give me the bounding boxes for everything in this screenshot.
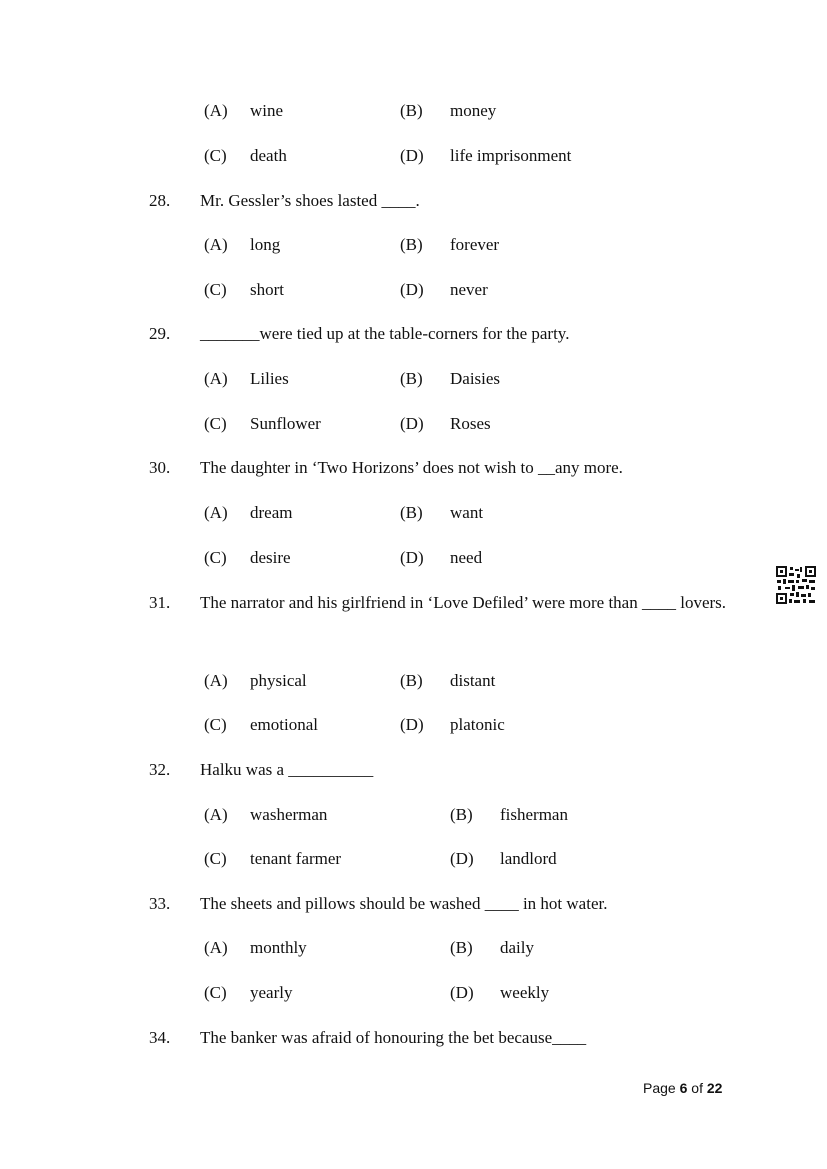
question-34-text: The banker was afraid of honouring the bet because____: [200, 1028, 587, 1047]
q32-option-d-text: landlord: [500, 849, 557, 868]
q28-option-a-label: (A): [204, 235, 228, 254]
prev-option-a-label: (A): [204, 101, 228, 120]
prev-option-c-text: death: [250, 146, 287, 165]
prev-option-b-text: money: [450, 101, 497, 120]
q28-option-d-label: (D): [400, 280, 424, 299]
of-word: of: [691, 1080, 703, 1096]
page-total: 22: [706, 1080, 723, 1096]
q33-option-d-text: weekly: [500, 983, 550, 1002]
question-29-text: _______were tied up at the table-corners for the party.: [200, 324, 570, 343]
q31-option-a-label: (A): [204, 671, 228, 690]
question-33-text: The sheets and pillows should be washed ____ in hot water.: [200, 894, 608, 913]
q32-option-c-label: (C): [204, 849, 227, 868]
q30-option-a-text: dream: [250, 503, 293, 522]
q33-option-a-text: monthly: [250, 938, 307, 957]
q30-option-d-label: (D): [400, 548, 424, 567]
q32-option-d-label: (D): [450, 849, 474, 868]
q29-option-d-text: Roses: [450, 414, 491, 433]
page-word: Page: [643, 1080, 676, 1096]
prev-option-a-text: wine: [250, 101, 284, 120]
q33-option-b-text: daily: [500, 938, 534, 957]
q28-option-d-text: never: [450, 280, 488, 299]
q31-option-d-label: (D): [400, 715, 424, 734]
q29-option-d-label: (D): [400, 414, 424, 433]
prev-option-b-label: (B): [400, 101, 423, 120]
q31-option-a-text: physical: [250, 671, 307, 690]
q31-option-b-label: (B): [400, 671, 423, 690]
question-30-text: The daughter in ‘Two Horizons’ does not wish to __any more.: [200, 458, 623, 477]
question-31-number: 31.: [149, 593, 171, 612]
q33-option-c-label: (C): [204, 983, 227, 1002]
qr-code-icon: [776, 566, 816, 604]
q29-option-b-text: Daisies: [450, 369, 501, 388]
q30-option-a-label: (A): [204, 503, 228, 522]
q33-option-d-label: (D): [450, 983, 474, 1002]
q30-option-b-label: (B): [400, 503, 423, 522]
question-33-number: 33.: [149, 894, 171, 913]
q32-option-c-text: tenant farmer: [250, 849, 342, 868]
q32-option-b-text: fisherman: [500, 805, 568, 824]
q28-option-b-text: forever: [450, 235, 500, 254]
q28-option-a-text: long: [250, 235, 281, 254]
question-32-number: 32.: [149, 760, 171, 779]
question-28-text: Mr. Gessler’s shoes lasted ____.: [200, 191, 420, 210]
q30-option-c-text: desire: [250, 548, 291, 567]
question-28-number: 28.: [149, 191, 171, 210]
q30-option-c-label: (C): [204, 548, 227, 567]
page-current: 6: [679, 1080, 688, 1096]
q32-option-a-text: washerman: [250, 805, 328, 824]
question-29-number: 29.: [149, 324, 171, 343]
q32-option-a-label: (A): [204, 805, 228, 824]
q29-option-a-text: Lilies: [250, 369, 289, 388]
q31-option-c-label: (C): [204, 715, 227, 734]
q31-option-d-text: platonic: [450, 715, 505, 734]
prev-option-c-label: (C): [204, 146, 227, 165]
q31-option-c-text: emotional: [250, 715, 318, 734]
q31-option-b-text: distant: [450, 671, 496, 690]
q29-option-a-label: (A): [204, 369, 228, 388]
q28-option-c-text: short: [250, 280, 284, 299]
q33-option-c-text: yearly: [250, 983, 293, 1002]
q33-option-b-label: (B): [450, 938, 473, 957]
question-31-text: The narrator and his girlfriend in ‘Love Defiled’ were more than ____ lovers.: [200, 593, 727, 612]
page-footer: [643, 1080, 722, 1096]
prev-option-d-text: life imprisonment: [450, 146, 572, 165]
q32-option-b-label: (B): [450, 805, 473, 824]
q30-option-d-text: need: [450, 548, 483, 567]
q30-option-b-text: want: [450, 503, 484, 522]
question-34-number: 34.: [149, 1028, 171, 1047]
q28-option-b-label: (B): [400, 235, 423, 254]
question-30-number: 30.: [149, 458, 171, 477]
q28-option-c-label: (C): [204, 280, 227, 299]
prev-option-d-label: (D): [400, 146, 424, 165]
q29-option-c-text: Sunflower: [250, 414, 321, 433]
q29-option-b-label: (B): [400, 369, 423, 388]
question-32-text: Halku was a __________: [200, 760, 374, 779]
q29-option-c-label: (C): [204, 414, 227, 433]
q33-option-a-label: (A): [204, 938, 228, 957]
